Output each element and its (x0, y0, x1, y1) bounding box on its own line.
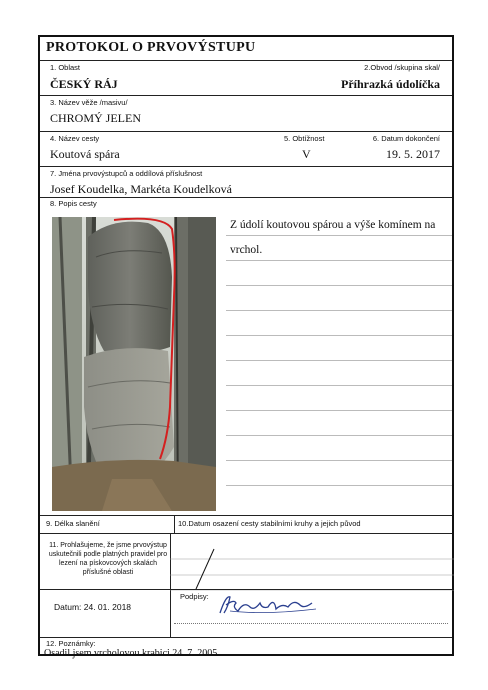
divider (40, 131, 452, 132)
signatures-label: Podpisy: (180, 592, 209, 601)
route-name-value: Koutová spára (50, 147, 120, 161)
route-name-label: 4. Název cesty (50, 134, 100, 143)
divider (40, 197, 452, 198)
divider (40, 589, 452, 590)
region-label: 1. Oblast (50, 63, 81, 72)
district-label: 2.Obvod /skupina skal/ (364, 63, 440, 72)
divider (40, 60, 452, 61)
completion-date-label: 6. Datum dokončení (372, 134, 440, 143)
tower-label: 3. Název věže /masivu/ (50, 98, 128, 107)
divider (40, 166, 452, 167)
grade-value: V (302, 147, 311, 161)
first-ascent-protocol-form (38, 35, 454, 659)
completion-date-value: 19. 5. 2017 (386, 147, 440, 161)
date-field: Datum: 24. 01. 2018 (54, 602, 132, 612)
signature-line (174, 623, 448, 624)
form-title: PROTOKOL O PRVOVÝSTUPU (46, 40, 256, 55)
divider (40, 533, 452, 534)
district-value: Příhrazká údolíčka (340, 77, 440, 91)
tower-value: CHROMÝ JELEN (50, 111, 142, 125)
climbers-label: 7. Jména prvovýstupců a oddílová příslušnost (50, 169, 203, 178)
description-text: Z údolí koutovou spárou a výše komínem na vrchol. (230, 219, 436, 256)
divider (40, 95, 452, 96)
grade-label: 5. Obtížnost (284, 134, 325, 143)
notes-value: Osadil jsem vrcholovou krabici 24. 7. 2005. (44, 648, 220, 659)
divider (40, 637, 452, 638)
route-photo (52, 217, 216, 511)
region-value: ČESKÝ RÁJ (50, 77, 118, 91)
signature-area (170, 543, 454, 591)
divider (40, 515, 452, 516)
bolting-date-label: 10.Datum osazení cesty stabilními kruhy a jejich původ (178, 519, 361, 528)
divider (174, 515, 175, 533)
climbers-value: Josef Koudelka, Markéta Koudelková (50, 182, 232, 196)
rappel-length-label: 9. Délka slanění (46, 519, 100, 528)
signature-image (216, 593, 326, 622)
notes-label: 12. Poznámky: (46, 639, 96, 648)
description-label: 8. Popis cesty (50, 199, 97, 208)
declaration-text: 11. Prohlašujeme, že jsme prvovýstup uskutečnili podle platných pravidel pro lezení na pískovcových skalách příslušné oblasti (48, 542, 168, 576)
